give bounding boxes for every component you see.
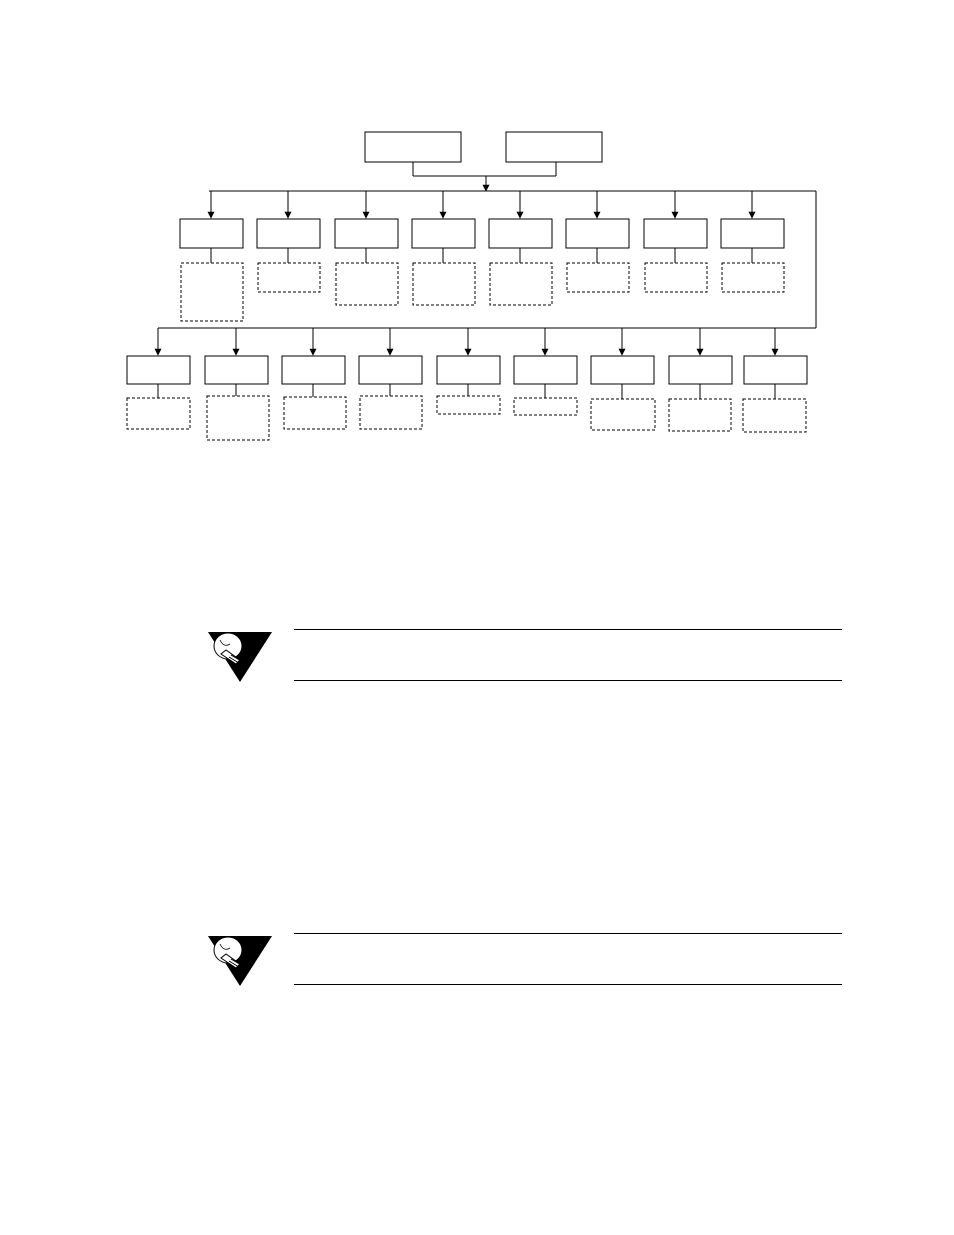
row2-detail-box	[207, 396, 269, 440]
row1-detail-box	[490, 263, 552, 305]
row2-detail-box	[437, 396, 500, 414]
row2-menu-box	[744, 356, 807, 384]
row2-detail-box	[743, 399, 806, 432]
row1-detail-box	[567, 263, 629, 292]
row2-menu-box	[669, 356, 732, 384]
row1-menu-box	[180, 219, 243, 248]
row2-detail-box	[284, 397, 346, 429]
row1-detail-box	[413, 263, 475, 305]
row2-menu-box	[514, 356, 577, 384]
row1-menu-box	[412, 219, 475, 248]
row2-menu-box	[205, 356, 268, 384]
row1-menu-box	[489, 219, 552, 248]
row2-detail-box	[127, 398, 190, 429]
row1-detail-box	[258, 263, 320, 292]
row2-detail-box	[360, 396, 422, 429]
row1-detail-box	[181, 263, 243, 321]
row1-detail-box	[645, 263, 707, 292]
row2-menu-box	[591, 356, 654, 384]
note-top-rule	[294, 629, 842, 630]
row1-menu-box	[335, 219, 398, 248]
row2-menu-box	[437, 356, 500, 384]
row2-detail-box	[514, 398, 577, 415]
menu-tree-diagram	[0, 0, 954, 470]
lightbulb-note-icon	[206, 630, 276, 686]
row1-menu-box	[566, 219, 629, 248]
top-menu-box-1	[365, 132, 461, 162]
row1-menu-box	[257, 219, 320, 248]
top-menu-box-2	[506, 132, 602, 162]
note-bottom-rule	[294, 680, 842, 681]
note-bottom-rule	[294, 984, 842, 985]
row1-menu-box	[721, 219, 784, 248]
row1-menu-box	[644, 219, 707, 248]
row2-detail-box	[669, 399, 731, 431]
row2-menu-box	[359, 356, 422, 384]
row2-detail-box	[591, 399, 655, 430]
row1-detail-box	[722, 263, 784, 292]
row2-menu-box	[127, 356, 190, 384]
row2-menu-box	[282, 356, 345, 384]
note-top-rule	[294, 933, 842, 934]
row1-detail-box	[336, 263, 398, 305]
lightbulb-note-icon	[206, 934, 276, 990]
